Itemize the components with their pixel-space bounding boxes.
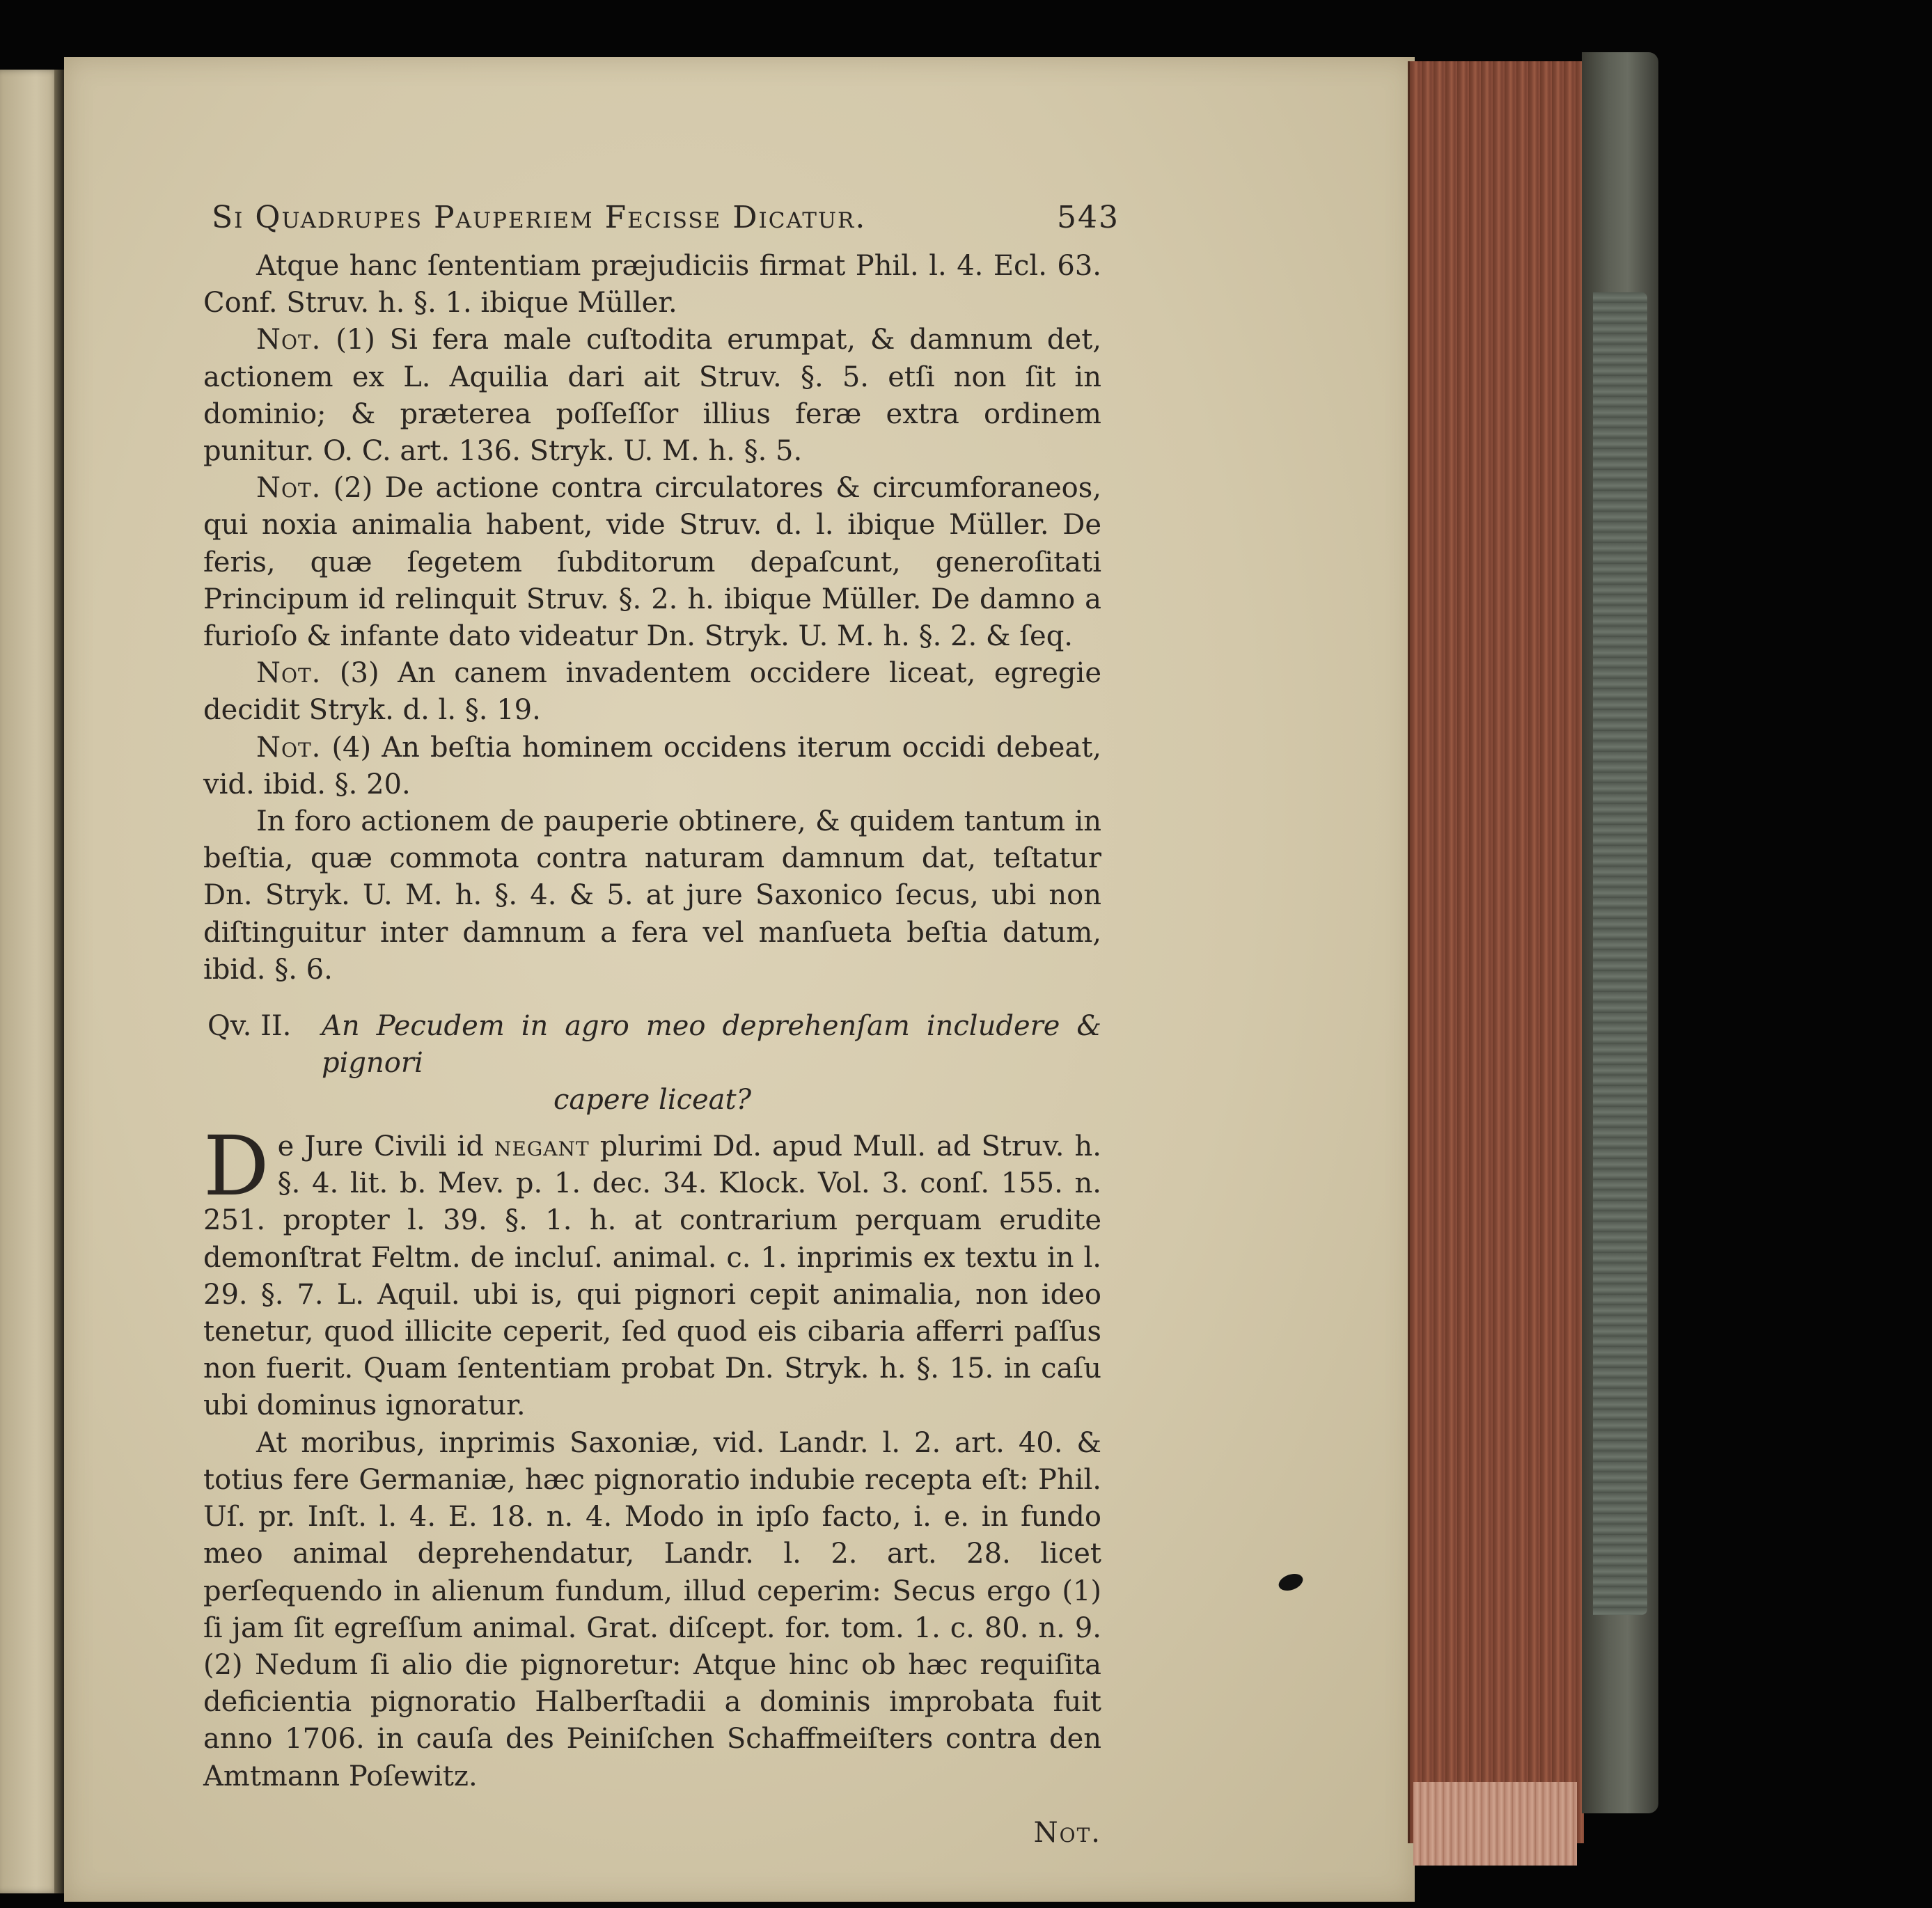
book-cover-cloth — [1593, 292, 1647, 1615]
note-label: Not. — [256, 731, 322, 764]
page-number: 543 — [1057, 200, 1120, 235]
answer-paragraph-1 — [203, 1118, 1101, 1425]
question-heading — [203, 1008, 1101, 1119]
answer-paragraph-2: At moribus, inprimis Saxoniæ, vid. Landr. l. 2. art. 40. & totius fere Germaniæ, hæc pignoratio indubie recepta eſt: Phil. Uſ. pr. Inſt. l. 4. E. 18. n. 4. Modo in ipſo facto, i. e. in fundo meo animal deprehendatur, Landr. l. 2. art. 28. licet perſequendo in alienum fundum, illud ceperim: Secus ergo (1) ſi jam ſit egreſſum animal. Grat. diſcept. for. tom. 1. c. 80. n. 9. (2) Nedum ſi alio die pignoretur: Atque hinc ob hæc requiſita deficientia pignoratio Halberſtadii a dominis improbata fuit anno 1706. in cauſa des Peiniſchen Schaffmeiſters contra den Amtmann Poſewitz. — [203, 1426, 1101, 1792]
answer-text-rest: plurimi Dd. apud Mull. ad Struv. h. §. 4. lit. b. Mev. p. 1. dec. 34. Klock. Vol. 3. conſ. 155. n. 251. propter l. 39. §. 1. h. at contrarium perquam erudite demonſtrat Feltm. de incluſ. animal. c. 1. inprimis ex textu in l. 29. §. 7. L. Aquil. ubi is, qui pignori cepit animalia, non ideo tenetur, quod illicite ceperit, ſed quod eis cibaria afferri paſſus non fuerit. Quam ſententiam probat Dn. Stryk. h. §. 15. in caſu ubi dominus ignoratur. — [203, 1130, 1101, 1422]
note-text: (4) An beſtia hominem occidens iterum occidi debeat, vid. ibid. §. 20. — [203, 731, 1101, 801]
note-text: (3) An canem invadentem occidere liceat, egregie decidit Stryk. d. l. §. 19. — [203, 657, 1101, 727]
paragraph-2: In foro actionem de pauperie obtinere, & quidem tantum in beſtia, quæ commota contra naturam damnum dat, teſtatur Dn. Stryk. U. M. h. §. 4. & 5. at jure Saxonico ſecus, ubi non diſtinguitur inter damnum a fera vel manſueta beſtia datum, ibid. §. 6. — [203, 805, 1101, 986]
page-fore-edge — [1408, 61, 1584, 1843]
left-facing-page — [0, 70, 60, 1893]
text-block — [203, 199, 1120, 1852]
running-head-title: Si Quadrupes Pauperiem Fecisse Dicatur. — [212, 200, 867, 235]
page-fore-edge-lower — [1413, 1782, 1577, 1866]
note-label: Not. — [256, 324, 322, 356]
question-line-1: An Pecudem in agro meo deprehenſam includere & pignori — [322, 1010, 1101, 1080]
drop-cap: D — [203, 1118, 269, 1215]
note-text: (1) Si fera male cuſtodita erumpat, & damnum det, actionem ex L. Aquilia dari ait Struv. §. 5. etſi non ſit in dominio; & præterea poſſeſſor illius feræ extra ordinem punitur. O. C. art. 136. Stryk. U. M. h. §. 5. — [203, 324, 1101, 468]
answer-text-start: e Jure Civili id — [277, 1130, 494, 1163]
question-line-2: capere liceat? — [553, 1084, 752, 1117]
note-1 — [203, 322, 1101, 470]
catchword: Not. — [1033, 1816, 1101, 1849]
answer-negant: negant — [494, 1130, 590, 1163]
note-3 — [203, 655, 1101, 729]
note-4 — [203, 730, 1101, 803]
paragraph-1: Atque hanc ſententiam præjudiciis firmat Phil. l. 4. Ecl. 63. Conf. Struv. h. §. 1. ibique Müller. — [203, 250, 1101, 320]
note-label: Not. — [256, 472, 322, 505]
question-label: Qv. II. — [207, 1010, 292, 1043]
running-head — [203, 199, 1120, 248]
note-label: Not. — [256, 657, 322, 690]
note-text: (2) De actione contra circulatores & circumforaneos, qui noxia animalia habent, vide Struv. d. l. ibique Müller. De feris, quæ ſegetem ſubditorum depaſcunt, generoſitati Principum id relinquit Struv. §. 2. h. ibique Müller. De damno a furioſo & infante dato videatur Dn. Stryk. U. M. h. §. 2. & ſeq. — [203, 472, 1102, 653]
note-2 — [203, 470, 1101, 655]
